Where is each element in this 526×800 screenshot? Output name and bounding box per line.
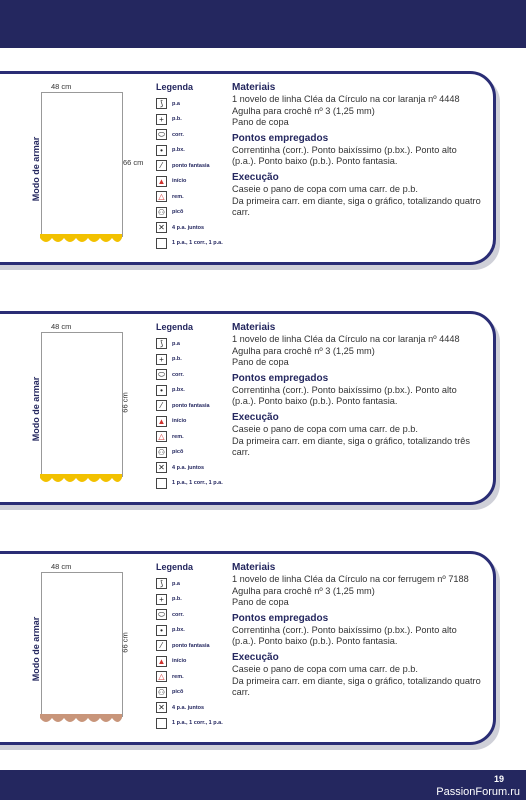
legend-label: ponto fantasia (172, 402, 210, 409)
materials-heading: Materiais (232, 82, 276, 93)
legend-label: corr. (172, 611, 184, 618)
assembly-label: Modo de armar (31, 376, 41, 442)
legend-item (156, 352, 231, 368)
footer-bar (0, 770, 526, 800)
legend-label: início (172, 658, 187, 665)
legend-item (156, 576, 231, 592)
pattern-card (0, 311, 496, 505)
legend-item (156, 654, 231, 670)
chain-symbol-icon: ⬭ (156, 129, 167, 140)
crochet-trim (40, 712, 122, 724)
legend-item (156, 112, 231, 128)
legend-item (156, 127, 231, 143)
legend-label: início (172, 178, 187, 185)
legend-label: 4 p.a. juntos (172, 224, 205, 231)
legend-item (156, 445, 231, 461)
towel-diagram (41, 572, 123, 717)
legend (156, 82, 231, 251)
legend-item (156, 460, 231, 476)
width-label: 48 cm (51, 82, 72, 91)
legend-item (156, 429, 231, 445)
instructions (232, 562, 482, 703)
legend-label: p.bx. (172, 147, 185, 154)
height-label: 66 cm (120, 632, 130, 653)
legend-item (156, 158, 231, 174)
legend-label: início (172, 418, 187, 425)
assembly-label: Modo de armar (31, 616, 41, 682)
legend-label: rem. (172, 193, 184, 200)
legend-item (156, 476, 231, 492)
legend-item (156, 592, 231, 608)
stitches-text: Correntinha (corr.). Ponto baixíssimo (p.bx.). Ponto alto (p.a.). Ponto baixo (p.b.). Ponto fantasia. (232, 384, 457, 407)
double-crochet-symbol-icon: ⟆ (156, 98, 167, 109)
legend-label: p.b. (172, 356, 182, 363)
execution-heading: Execução (232, 171, 279, 183)
legend-label: 4 p.a. juntos (172, 704, 205, 711)
width-label: 48 cm (51, 322, 72, 331)
legend-item (156, 96, 231, 112)
watermark: PassionForum.ru (436, 786, 520, 798)
legend-item (156, 638, 231, 654)
towel-diagram (41, 332, 123, 477)
legend-label: p.a (172, 100, 180, 107)
stitches-heading: Pontos empregados (232, 612, 329, 624)
legend-item (156, 189, 231, 205)
fancy-stitch-symbol-icon: ⁄ (156, 160, 167, 171)
legend-title: Legenda (156, 322, 194, 332)
page-number: 19 (493, 774, 504, 784)
crochet-trim (40, 472, 122, 484)
legend-label: 1 p.a., 1 corr., 1 p.a. (172, 480, 223, 487)
legend-item (156, 623, 231, 639)
end-symbol-icon: △ (156, 191, 167, 202)
end-symbol-icon: △ (156, 671, 167, 682)
dc-together-symbol-icon: ✕ (156, 222, 167, 233)
materials-heading: Materiais (232, 562, 276, 573)
legend-item (156, 398, 231, 414)
width-label: 48 cm (51, 562, 72, 571)
slip-stitch-symbol-icon: • (156, 385, 167, 396)
height-label: 66 cm (123, 158, 144, 167)
legend-label: 1 p.a., 1 corr., 1 p.a. (172, 720, 223, 727)
legend-item (156, 716, 231, 732)
legend-item (156, 205, 231, 221)
legend-label: 1 p.a., 1 corr., 1 p.a. (172, 240, 223, 247)
picot-symbol-icon: ⚇ (157, 207, 166, 217)
materials-text: 1 novelo de linha Cléa da Círculo na cor laranja nº 4448 Agulha para crochê nº 3 (1,25 mm) Pano de copa (232, 334, 460, 368)
legend-item (156, 220, 231, 236)
double-crochet-symbol-icon: ⟆ (156, 338, 167, 349)
dc-together-symbol-icon: ✕ (156, 462, 167, 473)
instructions (232, 82, 482, 223)
execution-heading: Execução (232, 411, 279, 423)
start-symbol-icon: ▲ (157, 416, 166, 426)
execution-text: Caseie o pano de copa com uma carr. de p.b. Da primeira carr. em diante, siga o gráfico, totalizando quatro carr. (232, 183, 481, 218)
legend-item (156, 143, 231, 159)
repeat-symbol-icon (156, 238, 167, 249)
legend-item (156, 174, 231, 190)
legend-label: picô (172, 689, 184, 696)
stitches-heading: Pontos empregados (232, 372, 329, 384)
legend-item (156, 367, 231, 383)
legend-label: corr. (172, 371, 184, 378)
instructions (232, 322, 482, 463)
legend-label: ponto fantasia (172, 642, 210, 649)
legend-label: p.b. (172, 596, 182, 603)
legend-label: picô (172, 449, 184, 456)
legend-item (156, 336, 231, 352)
chain-symbol-icon: ⬭ (156, 369, 167, 380)
dc-together-symbol-icon: ✕ (156, 702, 167, 713)
single-crochet-symbol-icon: + (156, 594, 167, 605)
legend-item (156, 685, 231, 701)
towel-diagram (41, 92, 123, 237)
legend-label: rem. (172, 673, 184, 680)
stitches-heading: Pontos empregados (232, 132, 329, 144)
slip-stitch-symbol-icon: • (156, 625, 167, 636)
materials-text: 1 novelo de linha Cléa da Círculo na cor laranja nº 4448 Agulha para crochê nº 3 (1,25 mm) Pano de copa (232, 94, 460, 128)
double-crochet-symbol-icon: ⟆ (156, 578, 167, 589)
legend-label: picô (172, 209, 184, 216)
legend-label: p.bx. (172, 387, 185, 394)
start-symbol-icon: ▲ (157, 656, 166, 666)
materials-heading: Materiais (232, 322, 276, 333)
pattern-card (0, 551, 496, 745)
picot-symbol-icon: ⚇ (157, 687, 166, 697)
legend-item (156, 669, 231, 685)
repeat-symbol-icon (156, 478, 167, 489)
legend-item (156, 383, 231, 399)
chain-symbol-icon: ⬭ (156, 609, 167, 620)
single-crochet-symbol-icon: + (156, 354, 167, 365)
top-banner (0, 0, 526, 48)
slip-stitch-symbol-icon: • (156, 145, 167, 156)
legend-item (156, 607, 231, 623)
height-label: 66 cm (120, 392, 130, 413)
legend-title: Legenda (156, 562, 194, 572)
repeat-symbol-icon (156, 718, 167, 729)
fancy-stitch-symbol-icon: ⁄ (156, 400, 167, 411)
legend-label: 4 p.a. juntos (172, 464, 205, 471)
legend-label: corr. (172, 131, 184, 138)
stitches-text: Correntinha (corr.). Ponto baixíssimo (p.bx.). Ponto alto (p.a.). Ponto baixo (p.b.). Ponto fantasia. (232, 624, 457, 647)
materials-text: 1 novelo de linha Cléa da Círculo na cor ferrugem nº 7188 Agulha para crochê nº 3 (1,25 mm) Pano de copa (232, 574, 469, 608)
legend-label: p.a (172, 340, 180, 347)
fancy-stitch-symbol-icon: ⁄ (156, 640, 167, 651)
single-crochet-symbol-icon: + (156, 114, 167, 125)
pattern-card (0, 71, 496, 265)
stitches-text: Correntinha (corr.). Ponto baixíssimo (p.bx.). Ponto alto (p.a.). Ponto baixo (p.b.). Ponto fantasia. (232, 144, 457, 167)
legend-label: rem. (172, 433, 184, 440)
execution-text: Caseie o pano de copa com uma carr. de p.b. Da primeira carr. em diante, siga o gráfico, totalizando quatro carr. (232, 663, 481, 698)
legend (156, 562, 231, 731)
legend-item (156, 236, 231, 252)
end-symbol-icon: △ (156, 431, 167, 442)
start-symbol-icon: ▲ (157, 176, 166, 186)
legend-label: p.a (172, 580, 180, 587)
legend-title: Legenda (156, 82, 194, 92)
legend-item (156, 700, 231, 716)
execution-text: Caseie o pano de copa com uma carr. de p.b. Da primeira carr. em diante, siga o gráfico, totalizando três carr. (232, 423, 470, 458)
assembly-label: Modo de armar (31, 136, 41, 202)
legend-label: ponto fantasia (172, 162, 210, 169)
crochet-trim (40, 232, 122, 244)
legend-item (156, 414, 231, 430)
legend-label: p.b. (172, 116, 182, 123)
legend (156, 322, 231, 491)
picot-symbol-icon: ⚇ (157, 447, 166, 457)
execution-heading: Execução (232, 651, 279, 663)
legend-label: p.bx. (172, 627, 185, 634)
